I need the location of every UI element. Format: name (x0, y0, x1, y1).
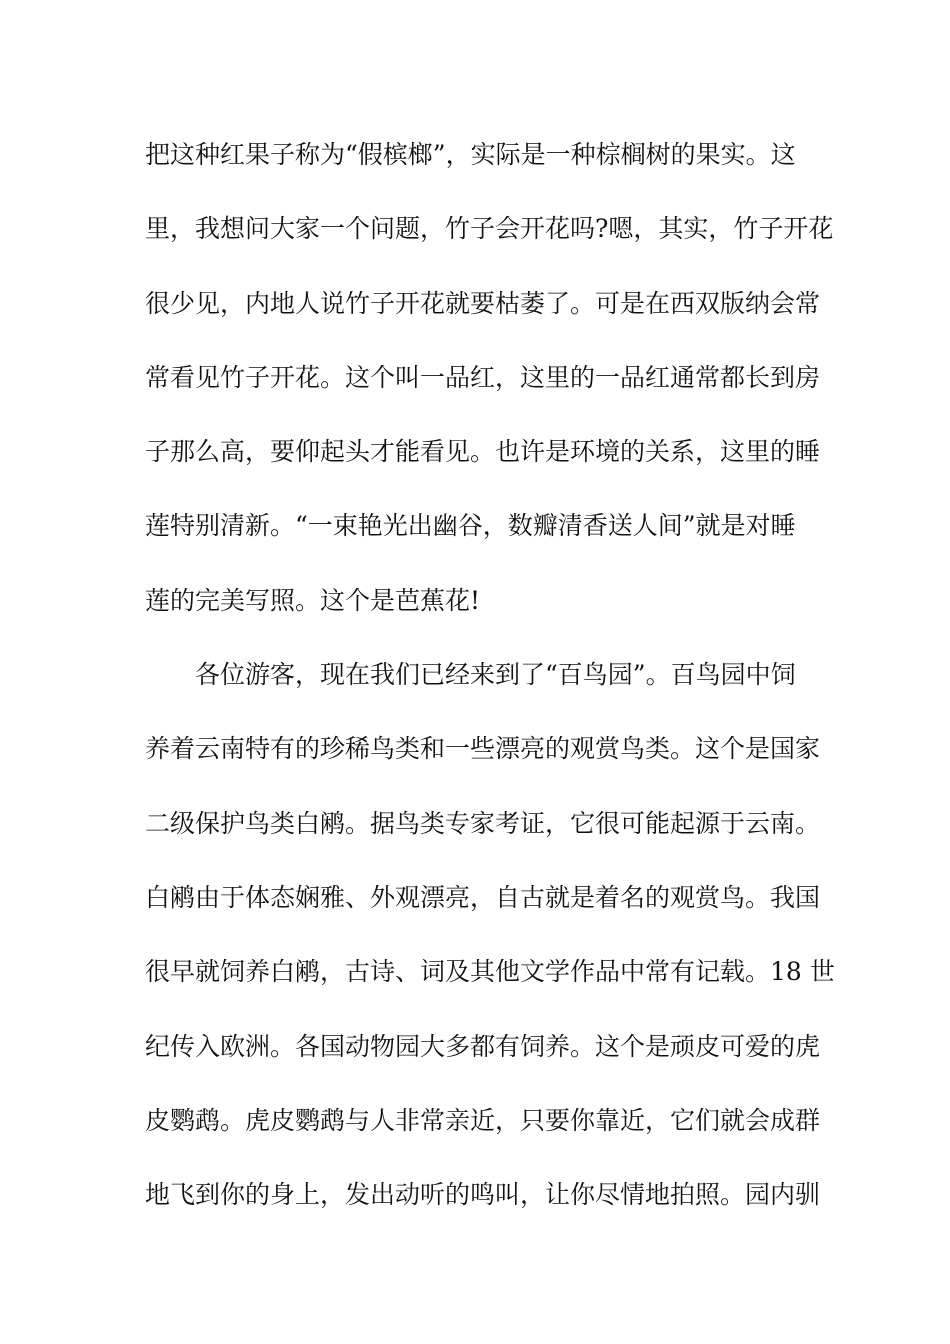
text-line: 莲特别清新。“一束艳光出幽谷，数瓣清香送人间”就是对睡 (145, 511, 796, 541)
text-line: 里，我想问大家一个问题，竹子会开花吗?嗯，其实，竹子开花 (145, 214, 834, 244)
text-line: 把这种红果子称为“假槟榔”，实际是一种棕榈树的果实。这 (145, 140, 796, 169)
text-line: 二级保护鸟类白鹇。据鸟类专家考证，它很可能起源于云南。 (145, 808, 821, 838)
text-line: 常看见竹子开花。这个叫一品红，这里的一品红通常都长到房 (145, 362, 821, 392)
body-text (145, 130, 835, 1244)
text-line: 白鹇由于体态娴雅、外观漂亮，自古就是着名的观赏鸟。我国 (145, 882, 821, 912)
text-line: 养着云南特有的珍稀鸟类和一些漂亮的观赏鸟类。这个是国家 (145, 734, 821, 764)
text-line: 纪传入欧洲。各国动物园大多都有饲养。这个是顽皮可爱的虎 (145, 1031, 821, 1061)
text-line: 很早就饲养白鹇，古诗、词及其他文学作品中常有记载。18 世 (145, 957, 835, 987)
text-line: 很少见，内地人说竹子开花就要枯萎了。可是在西双版纳会常 (145, 288, 821, 318)
text-line: 地飞到你的身上，发出动听的鸣叫，让你尽情地拍照。园内驯 (145, 1180, 821, 1210)
text-line: 子那么高，要仰起头才能看见。也许是环境的关系，这里的睡 (145, 437, 821, 467)
paragraph-start-line: 各位游客，现在我们已经来到了“百鸟园”。百鸟园中饲 (195, 660, 796, 690)
text-line: 皮鹦鹉。虎皮鹦鹉与人非常亲近，只要你靠近，它们就会成群 (145, 1105, 821, 1135)
text-line: 莲的完美写照。这个是芭蕉花! (145, 585, 481, 615)
